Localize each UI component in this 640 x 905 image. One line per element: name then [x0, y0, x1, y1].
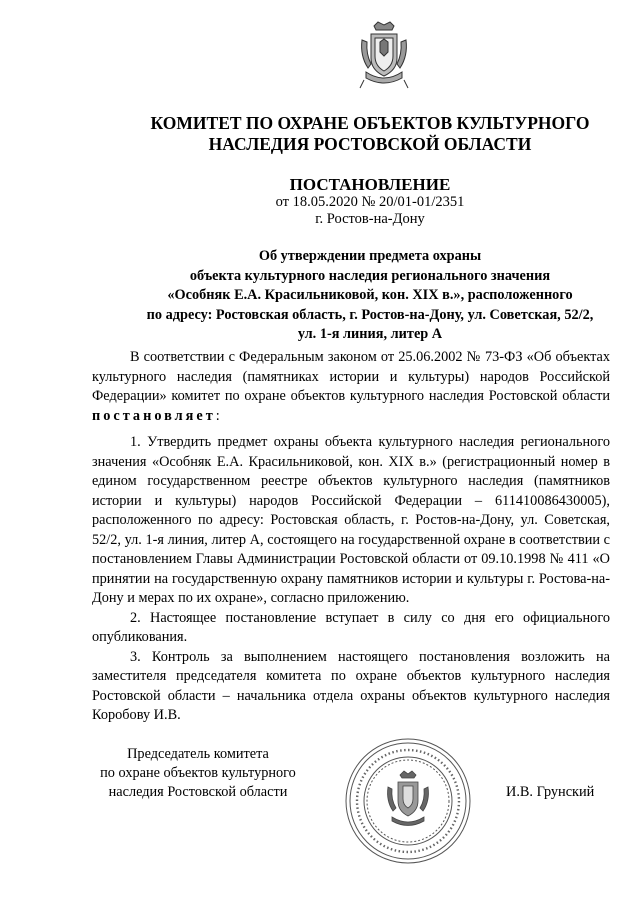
- signatory-position-line: наследия Ростовской области: [108, 784, 288, 800]
- organization-header: [120, 113, 620, 155]
- organization-line-1: КОМИТЕТ ПО ОХРАНЕ ОБЪЕКТОВ КУЛЬТУРНОГО: [150, 113, 590, 133]
- subject-line: по адресу: Ростовская область, г. Ростов-на-Дону, ул. Советская, 52/2,: [146, 306, 594, 323]
- document-subject: [100, 247, 640, 345]
- subject-line: объекта культурного наследия регионального значения: [189, 267, 551, 284]
- subject-line: ул. 1-я линия, литер А: [297, 326, 443, 342]
- decree-item-2: 2. Настоящее постановление вступает в силу со дня его официального опубликования.: [92, 609, 610, 645]
- signatory-position: [88, 745, 308, 802]
- coat-of-arms-icon: [358, 20, 410, 90]
- subject-line: «Особняк Е.А. Красильниковой, кон. XIX в.», расположенного: [167, 287, 573, 303]
- organization-line-2: НАСЛЕДИЯ РОСТОВСКОЙ ОБЛАСТИ: [208, 134, 532, 154]
- decree-items: [92, 433, 610, 726]
- signatory-position-line: по охране объектов культурного: [100, 765, 296, 781]
- document-city: г. Ростов-на-Дону: [315, 211, 425, 227]
- preamble-tail: :: [215, 407, 220, 424]
- document-type: ПОСТАНОВЛЕНИЕ: [289, 175, 451, 194]
- preamble-text: В соответствии с Федеральным законом от 25.06.2002 № 73-ФЗ «Об объектах культурного наследия (памятниках истории и культуры) народов Российской Федерации» комитет по охране объектов культурного наследия Ростовской области: [92, 349, 610, 404]
- subject-line: Об утверждении предмета охраны: [258, 248, 482, 264]
- official-seal-icon: [342, 735, 474, 867]
- decree-item-3: 3. Контроль за выполнением настоящего постановления возложить на заместителя председателя комитета по охране объектов культурного наследия Ростовской области – начальника отдела охраны объектов культурного наследия Коробову И.В.: [92, 648, 610, 723]
- decree-word: постановляет: [92, 407, 216, 424]
- signatory-name: И.В. Грунский: [506, 784, 595, 800]
- document-date-number: от 18.05.2020 № 20/01-01/2351: [275, 194, 465, 210]
- preamble: [92, 348, 610, 426]
- decree-item-1: 1. Утвердить предмет охраны объекта культурного наследия регионального значения «Особняк Е.А. Красильниковой, кон. XIX в.» (регистрационный номер в едином государственном реестре объектов культурного наследия (памятников истории и культуры) народов Российской Федерации – 611410086430005), расположенного по адресу: Ростовская область, г. Ростов-на-Дону, ул. Советская, 52/2, ул. 1-я линия, литер А, состоящего на государственной охране в соответствии с постановлением Главы Администрации Ростовской области от 09.10.1998 № 411 «О принятии на государственную охрану памятников истории и культуры г. Ростова-на-Дону и мерах по их охране», согласно приложению.: [92, 434, 610, 606]
- signatory-position-line: Председатель комитета: [127, 746, 269, 762]
